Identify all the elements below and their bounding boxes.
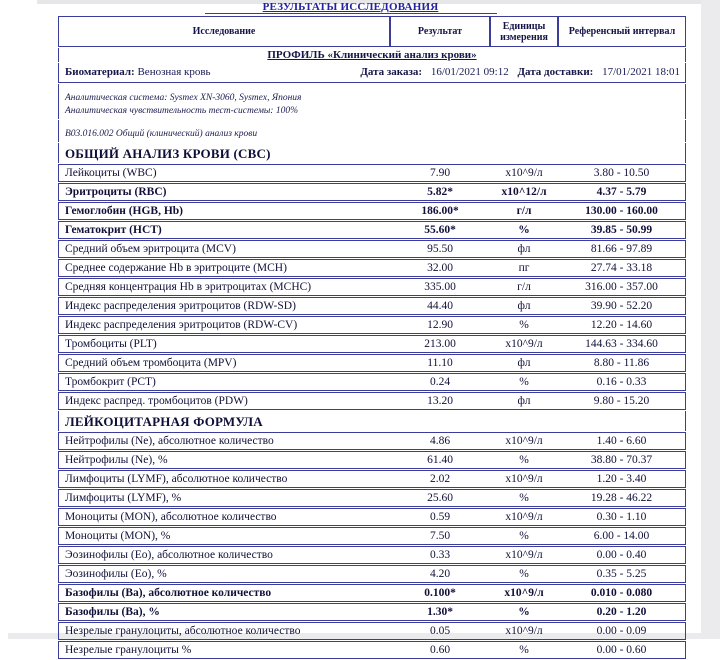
units-cell: фл: [490, 392, 558, 410]
result-cell: 4.20: [390, 565, 490, 583]
table-row: [58, 373, 686, 391]
table-row: [58, 278, 686, 296]
result-cell: 32.00: [390, 259, 490, 277]
column-header-row: [58, 16, 686, 47]
table-row: [58, 221, 686, 239]
result-cell: 0.24: [390, 373, 490, 391]
units-cell: %: [490, 641, 558, 659]
table-row: [58, 546, 686, 564]
table-row: [58, 164, 686, 182]
order-date-value: 16/01/2021 09:12: [430, 66, 509, 78]
units-cell: x10^9/л: [490, 546, 558, 564]
reference-interval-cell: 1.20 - 3.40: [558, 470, 686, 488]
result-cell: 61.40: [390, 451, 490, 469]
units-cell: г/л: [490, 278, 558, 296]
units-cell: фл: [490, 240, 558, 258]
reference-interval-cell: 4.37 - 5.79: [558, 183, 686, 201]
units-cell: x10^9/л: [490, 508, 558, 526]
reference-interval-cell: 39.85 - 50.99: [558, 221, 686, 239]
test-name-cell: Моноциты (MON), %: [58, 527, 390, 545]
test-name-cell: Среднее содержание Hb в эритроците (MCH): [58, 259, 390, 277]
table-row: [58, 240, 686, 258]
table-row: [58, 470, 686, 488]
units-cell: x10^12/л: [490, 183, 558, 201]
reference-interval-cell: 81.66 - 97.89: [558, 240, 686, 258]
table-row: [58, 489, 686, 507]
result-cell: 1.30*: [390, 603, 490, 621]
reference-interval-cell: 0.00 - 0.60: [558, 641, 686, 659]
units-cell: x10^9/л: [490, 622, 558, 640]
test-name-cell: Эозинофилы (Eo), абсолютное количество: [58, 546, 390, 564]
order-dates: [360, 65, 680, 79]
result-cell: 55.60*: [390, 221, 490, 239]
result-cell: 7.50: [390, 527, 490, 545]
test-name-cell: Эритроциты (RBC): [58, 183, 390, 201]
analytics-row: [58, 84, 686, 119]
table-row: [58, 451, 686, 469]
result-cell: 13.20: [390, 392, 490, 410]
result-cell: 0.100*: [390, 584, 490, 602]
result-cell: 95.50: [390, 240, 490, 258]
table-row: [58, 354, 686, 372]
biomaterial-label: Биоматериал:: [65, 66, 135, 78]
test-name-cell: Базофилы (Ba), абсолютное количество: [58, 584, 390, 602]
reference-interval-cell: 27.74 - 33.18: [558, 259, 686, 277]
reference-interval-cell: 0.00 - 0.09: [558, 622, 686, 640]
units-cell: пг: [490, 259, 558, 277]
test-name-cell: Тромбокрит (PCT): [58, 373, 390, 391]
profile-row: [58, 48, 686, 62]
test-name-cell: Незрелые гранулоциты, абсолютное количество: [58, 622, 390, 640]
column-header-test: Исследование: [58, 16, 390, 47]
reference-interval-cell: 8.80 - 11.86: [558, 354, 686, 372]
test-name-cell: Лимфоциты (LYMF), %: [58, 489, 390, 507]
section-header: ОБЩИЙ АНАЛИЗ КРОВИ (CBC): [58, 143, 686, 163]
test-name-cell: Незрелые гранулоциты %: [58, 641, 390, 659]
result-cell: 0.60: [390, 641, 490, 659]
reference-interval-cell: 0.00 - 0.40: [558, 546, 686, 564]
units-cell: %: [490, 527, 558, 545]
test-name-cell: Средний объем тромбоцита (MPV): [58, 354, 390, 372]
reference-interval-cell: 0.35 - 5.25: [558, 565, 686, 583]
biomaterial: [65, 65, 211, 79]
reference-interval-cell: 0.16 - 0.33: [558, 373, 686, 391]
table-row: [58, 603, 686, 621]
section-header-row: [58, 411, 686, 431]
reference-interval-cell: 19.28 - 46.22: [558, 489, 686, 507]
reference-interval-cell: 39.90 - 52.20: [558, 297, 686, 315]
units-cell: фл: [490, 297, 558, 315]
table-row: [58, 584, 686, 602]
page-edge-right: [701, 0, 720, 639]
page-title: РЕЗУЛЬТАТЫ ИССЛЕДОВАНИЯ: [262, 1, 439, 13]
units-cell: г/л: [490, 202, 558, 220]
units-cell: x10^9/л: [490, 470, 558, 488]
result-cell: 213.00: [390, 335, 490, 353]
reference-interval-cell: 0.20 - 1.20: [558, 603, 686, 621]
table-row: [58, 527, 686, 545]
test-name-cell: Индекс распред. тромбоцитов (PDW): [58, 392, 390, 410]
units-cell: %: [490, 373, 558, 391]
reference-interval-cell: 144.63 - 334.60: [558, 335, 686, 353]
table-row: [58, 183, 686, 201]
analytical-sensitivity-line: Аналитическая чувствительность тест-системы: 100%: [65, 106, 299, 116]
result-cell: 5.82*: [390, 183, 490, 201]
results-table-body: [58, 16, 686, 659]
profile-title: ПРОФИЛЬ «Клинический анализ крови»: [267, 49, 477, 61]
table-row: [58, 432, 686, 450]
test-name-cell: Гемоглобин (HGB, Hb): [58, 202, 390, 220]
test-name-cell: Моноциты (MON), абсолютное количество: [58, 508, 390, 526]
reference-interval-cell: 1.40 - 6.60: [558, 432, 686, 450]
units-cell: x10^9/л: [490, 335, 558, 353]
column-header-result: Результат: [390, 16, 490, 47]
result-cell: 44.40: [390, 297, 490, 315]
test-name-cell: Нейтрофилы (Ne), %: [58, 451, 390, 469]
test-name-cell: Эозинофилы (Eo), %: [58, 565, 390, 583]
table-row: [58, 392, 686, 410]
units-cell: %: [490, 316, 558, 334]
reference-interval-cell: 0.30 - 1.10: [558, 508, 686, 526]
reference-interval-cell: 9.80 - 15.20: [558, 392, 686, 410]
test-name-cell: Базофилы (Ba), %: [58, 603, 390, 621]
delivery-date-value: 17/01/2021 18:01: [602, 66, 680, 78]
reference-interval-cell: 130.00 - 160.00: [558, 202, 686, 220]
result-cell: 25.60: [390, 489, 490, 507]
reference-interval-cell: 3.80 - 10.50: [558, 164, 686, 182]
biomaterial-date-row: [58, 63, 686, 83]
table-row: [58, 565, 686, 583]
result-cell: 12.90: [390, 316, 490, 334]
result-cell: 11.10: [390, 354, 490, 372]
service-code-line: B03.016.002 Общий (клинический) анализ крови: [65, 129, 258, 139]
table-row: [58, 202, 686, 220]
result-cell: 186.00*: [390, 202, 490, 220]
units-cell: %: [490, 451, 558, 469]
test-name-cell: Нейтрофилы (Ne), абсолютное количество: [58, 432, 390, 450]
biomaterial-value: Венозная кровь: [137, 66, 211, 78]
units-cell: фл: [490, 354, 558, 372]
table-row: [58, 297, 686, 315]
table-row: [58, 641, 686, 659]
report-title-rule: [205, 0, 497, 14]
result-cell: 0.33: [390, 546, 490, 564]
units-cell: %: [490, 489, 558, 507]
test-name-cell: Индекс распределения эритроцитов (RDW-CV): [58, 316, 390, 334]
table-row: [58, 259, 686, 277]
units-cell: x10^9/л: [490, 164, 558, 182]
test-name-cell: Средняя концентрация Hb в эритроцитах (MCHC): [58, 278, 390, 296]
analytical-system-line: Аналитическая система: Sysmex XN-3060, Sysmex, Япония: [65, 93, 302, 103]
result-cell: 7.90: [390, 164, 490, 182]
order-date-label: Дата заказа:: [360, 66, 423, 78]
reference-interval-cell: 6.00 - 14.00: [558, 527, 686, 545]
table-row: [58, 622, 686, 640]
section-header: ЛЕЙКОЦИТАРНАЯ ФОРМУЛА: [58, 411, 686, 431]
column-header-reference: Референсный интервал: [558, 16, 686, 47]
test-name-cell: Средний объем эритроцита (MCV): [58, 240, 390, 258]
reference-interval-cell: 38.80 - 70.37: [558, 451, 686, 469]
result-cell: 4.86: [390, 432, 490, 450]
result-cell: 2.02: [390, 470, 490, 488]
units-cell: x10^9/л: [490, 432, 558, 450]
service-code-row: [58, 120, 686, 142]
table-row: [58, 335, 686, 353]
reference-interval-cell: 12.20 - 14.60: [558, 316, 686, 334]
test-name-cell: Индекс распределения эритроцитов (RDW-SD): [58, 297, 390, 315]
test-name-cell: Тромбоциты (PLT): [58, 335, 390, 353]
units-cell: %: [490, 603, 558, 621]
units-cell: x10^9/л: [490, 584, 558, 602]
section-header-row: [58, 143, 686, 163]
test-name-cell: Лимфоциты (LYMF), абсолютное количество: [58, 470, 390, 488]
units-cell: %: [490, 565, 558, 583]
result-cell: 0.05: [390, 622, 490, 640]
reference-interval-cell: 0.010 - 0.080: [558, 584, 686, 602]
test-name-cell: Гематокрит (HCT): [58, 221, 390, 239]
table-row: [58, 508, 686, 526]
column-header-units: Единицы измерения: [490, 16, 558, 47]
test-name-cell: Лейкоциты (WBC): [58, 164, 390, 182]
result-cell: 335.00: [390, 278, 490, 296]
results-table: [58, 15, 686, 660]
reference-interval-cell: 316.00 - 357.00: [558, 278, 686, 296]
table-row: [58, 316, 686, 334]
delivery-date-label: Дата доставки:: [517, 66, 594, 78]
units-cell: %: [490, 221, 558, 239]
result-cell: 0.59: [390, 508, 490, 526]
